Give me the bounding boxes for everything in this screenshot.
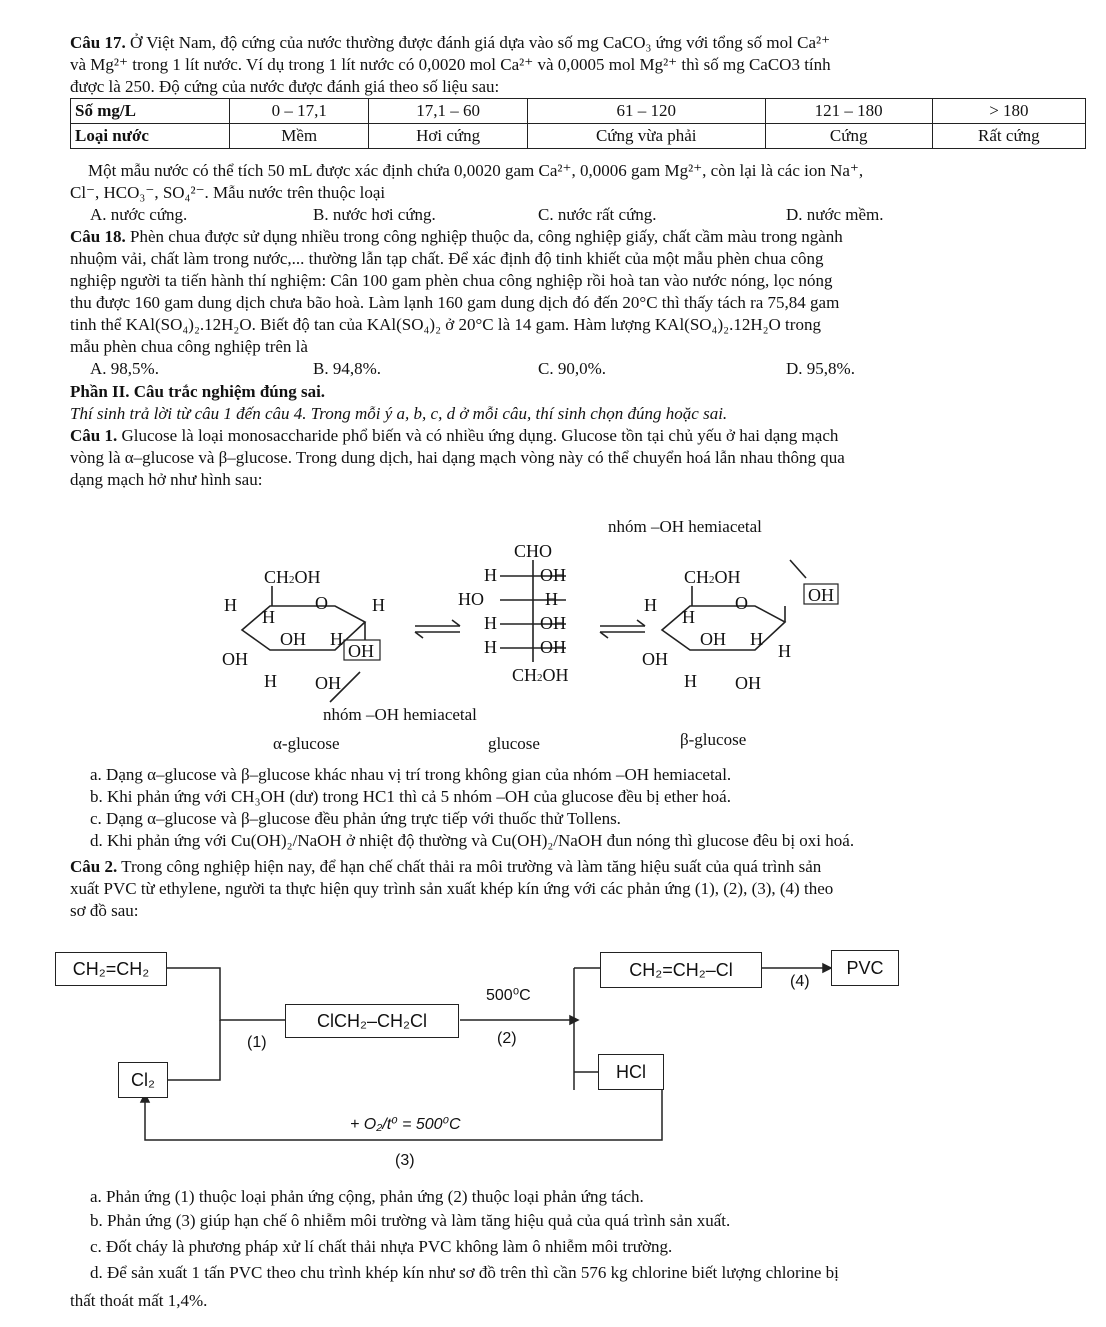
table-cell: Loại nước: [71, 124, 230, 149]
beta-hemiacetal-oh: OH: [808, 585, 834, 605]
table-cell: Số mg/L: [71, 99, 230, 124]
beta-h: H: [644, 595, 657, 615]
reaction-2-condition: 500⁰C: [486, 987, 531, 1004]
part2-instructions: Thí sinh trả lời từ câu 1 đến câu 4. Trong mỗi ý a, b, c, d ở mỗi câu, thí sinh chọn đúng hoặc sai.: [70, 404, 728, 423]
table-cell: > 180: [932, 99, 1085, 124]
q17-line-3: được là 250. Độ cứng của nước được đánh giá theo số liệu sau:: [70, 77, 500, 96]
hemiacetal-label-top: nhóm –OH hemiacetal: [608, 517, 762, 536]
q17-line-5: Cl⁻, HCO₃⁻, SO₄²⁻. Mẫu nước trên thuộc loại: [70, 183, 386, 202]
beta-h: H: [750, 629, 763, 649]
open-h: H: [484, 637, 497, 657]
open-h: H: [545, 589, 558, 609]
alpha-glucose-caption: α-glucose: [273, 734, 340, 753]
alpha-h: H: [262, 607, 275, 627]
q18-option-a[interactable]: A. 98,5%.: [90, 359, 159, 378]
c2-statement-a[interactable]: a. Phản ứng (1) thuộc loại phản ứng cộng, phản ứng (2) thuộc loại phản ứng tách.: [90, 1187, 644, 1206]
q17-option-a[interactable]: A. nước cứng.: [90, 205, 188, 224]
alpha-oh: OH: [280, 629, 306, 649]
table-cell: 0 – 17,1: [230, 99, 369, 124]
ethylene-box: CH₂=CH₂: [55, 952, 167, 986]
hcl-box: HCl: [598, 1054, 664, 1090]
beta-ring-o: O: [735, 593, 748, 613]
q17-line-4: Một mẫu nước có thể tích 50 mL được xác định chứa 0,0020 gam Ca²⁺, 0,0006 gam Mg²⁺, còn lại là các ion Na⁺,: [88, 161, 864, 180]
c1-statement-b[interactable]: b. Khi phản ứng với CH₃OH (dư) trong HC1 thì cả 5 nhóm –OH của glucose đều bị ether hoá.: [90, 787, 731, 806]
open-oh: OH: [540, 565, 566, 585]
beta-h: H: [778, 641, 791, 661]
c1-statement-d[interactable]: d. Khi phản ứng với Cu(OH)₂/NaOH ở nhiệt độ thường và Cu(OH)₂/NaOH đun nóng thì glucose đêu bị oxi hoá.: [90, 831, 855, 850]
alpha-h: H: [372, 595, 385, 615]
q18-option-b[interactable]: B. 94,8%.: [313, 359, 381, 378]
table-cell: 121 – 180: [765, 99, 932, 124]
hemiacetal-label-bottom: nhóm –OH hemiacetal: [323, 705, 477, 724]
reaction-1-label: (1): [247, 1034, 267, 1051]
c2-statement-b[interactable]: b. Phản ứng (3) giúp hạn chế ô nhiễm môi trường và làm tăng hiệu quả của quá trình sản xuất.: [90, 1211, 731, 1230]
chlorine-box: Cl₂: [118, 1062, 168, 1098]
table-cell: Cứng vừa phải: [527, 124, 765, 149]
q17-line-2: và Mg²⁺ trong 1 lít nước. Ví dụ trong 1 lít nước có 0,0020 mol Ca²⁺ và 0,0005 mol Mg²⁺ thì số mg CaCO3 tính: [70, 55, 831, 74]
c2-statement-c[interactable]: c. Đốt cháy là phương pháp xử lí chất thải nhựa PVC không làm ô nhiễm môi trường.: [90, 1237, 673, 1256]
q18-label: Câu 18.: [70, 227, 126, 246]
alpha-h: H: [224, 595, 237, 615]
beta-h: H: [684, 671, 697, 691]
open-ch2oh: CH2OH: [512, 665, 569, 685]
q17-label: Câu 17.: [70, 33, 126, 52]
beta-ch2oh: CH2OH: [684, 567, 741, 587]
c1-statement-c[interactable]: c. Dạng α–glucose và β–glucose đều phản ứng trực tiếp với thuốc thử Tollens.: [90, 809, 621, 828]
alpha-oh: OH: [315, 673, 341, 693]
reaction-4-label: (4): [790, 973, 810, 990]
beta-glucose-caption: β-glucose: [680, 730, 747, 749]
open-ho: HO: [458, 589, 484, 609]
pvc-box: PVC: [831, 950, 899, 986]
alpha-oh: OH: [222, 649, 248, 669]
q18-line-2: nhuộm vải, chất làm trong nước,... thường lẫn tạp chất. Để xác định độ tinh khiết của một mẫu phèn chua công: [70, 249, 824, 268]
alpha-ch2oh: CH2OH: [264, 567, 321, 587]
c1-line-3: dạng mạch hở như hình sau:: [70, 470, 263, 489]
open-oh: OH: [540, 637, 566, 657]
c2-line-3: sơ đồ sau:: [70, 901, 139, 920]
alpha-h: H: [264, 671, 277, 691]
c1-line-2: vòng là α–glucose và β–glucose. Trong dung dịch, hai dạng mạch vòng này có thể chuyển hoá lẫn nhau thông qua: [70, 448, 845, 467]
q18-line-6: mẫu phèn chua công nghiệp trên là: [70, 337, 308, 356]
c1-text-1: Glucose là loại monosaccharide phổ biến và có nhiều ứng dụng. Glucose tồn tại chủ yếu ở hai dạng mạch: [117, 426, 839, 445]
beta-oh: OH: [700, 629, 726, 649]
q18-line-5: tinh thể KAl(SO₄)₂.12H₂O. Biết độ tan của KAl(SO₄)₂ ở 20°C là 14 gam. Hàm lượng KAl(SO₄)₂.12H₂O trong: [70, 315, 821, 334]
beta-oh: OH: [735, 673, 761, 693]
alpha-h: H: [330, 629, 343, 649]
q17-option-d[interactable]: D. nước mềm.: [786, 205, 884, 224]
c2-text-1: Trong công nghiệp hiện nay, để hạn chế chất thải ra môi trường và làm tăng hiệu suất của quá trình sản: [117, 857, 822, 876]
reaction-3-label: (3): [395, 1152, 415, 1169]
part2-title: Phần II. Câu trắc nghiệm đúng sai.: [70, 382, 326, 401]
q17-text-1: Ở Việt Nam, độ cứng của nước thường được đánh giá dựa vào số mg CaCO₃ ứng với tổng số mol Ca²⁺: [125, 33, 831, 52]
reaction-3-condition: + O₂/t⁰ = 500⁰C: [350, 1116, 461, 1133]
reaction-2-label: (2): [497, 1030, 517, 1047]
glucose-caption: glucose: [488, 734, 540, 753]
q18-option-d[interactable]: D. 95,8%.: [786, 359, 855, 378]
beta-oh: OH: [642, 649, 668, 669]
q18-line-3: nghiệp người ta tiến hành thí nghiệm: Cân 100 gam phèn chua công nghiệp rồi hoà tan vào nước nóng, lọc nóng: [70, 271, 833, 290]
q17-option-c[interactable]: C. nước rất cứng.: [538, 205, 657, 224]
c2-statement-d-cont: thất thoát mất 1,4%.: [70, 1291, 208, 1310]
q18-text-1: Phèn chua được sử dụng nhiều trong công nghiệp thuộc da, công nghiệp giấy, chất cầm màu trong ngành: [125, 227, 843, 246]
c1-label: Câu 1.: [70, 426, 118, 445]
table-cell: Mềm: [230, 124, 369, 149]
table-cell: 61 – 120: [527, 99, 765, 124]
beta-h: H: [682, 607, 695, 627]
table-cell: Hơi cứng: [369, 124, 527, 149]
dichloroethane-box: ClCH₂–CH₂Cl: [285, 1004, 459, 1038]
alpha-ring-o: O: [315, 593, 328, 613]
q17-option-b[interactable]: B. nước hơi cứng.: [313, 205, 436, 224]
c2-statement-d[interactable]: d. Để sản xuất 1 tấn PVC theo chu trình khép kín như sơ đồ trên thì cần 576 kg chlorine biết lượng chlorine bị: [90, 1263, 839, 1282]
open-oh: OH: [540, 613, 566, 633]
open-cho: CHO: [514, 541, 553, 561]
c2-line-2: xuất PVC từ ethylene, người ta thực hiện quy trình sản xuất khép kín ứng với các phản ứng (1), (2), (3), (4) theo: [70, 879, 834, 898]
c1-statement-a[interactable]: a. Dạng α–glucose và β–glucose khác nhau vị trí trong không gian của nhóm –OH hemiacetal.: [90, 765, 732, 784]
c2-label: Câu 2.: [70, 857, 118, 876]
q18-option-c[interactable]: C. 90,0%.: [538, 359, 606, 378]
table-cell: Rất cứng: [932, 124, 1085, 149]
open-h: H: [484, 565, 497, 585]
table-cell: Cứng: [765, 124, 932, 149]
open-h: H: [484, 613, 497, 633]
vinyl-chloride-box: CH₂=CH₂–Cl: [600, 952, 762, 988]
q18-line-4: thu được 160 gam dung dịch chưa bão hoà. Làm lạnh 160 gam dung dịch đó đến 20°C thì thấy tách ra 75,84 gam: [70, 293, 840, 312]
table-cell: 17,1 – 60: [369, 99, 527, 124]
alpha-hemiacetal-oh: OH: [348, 641, 374, 661]
